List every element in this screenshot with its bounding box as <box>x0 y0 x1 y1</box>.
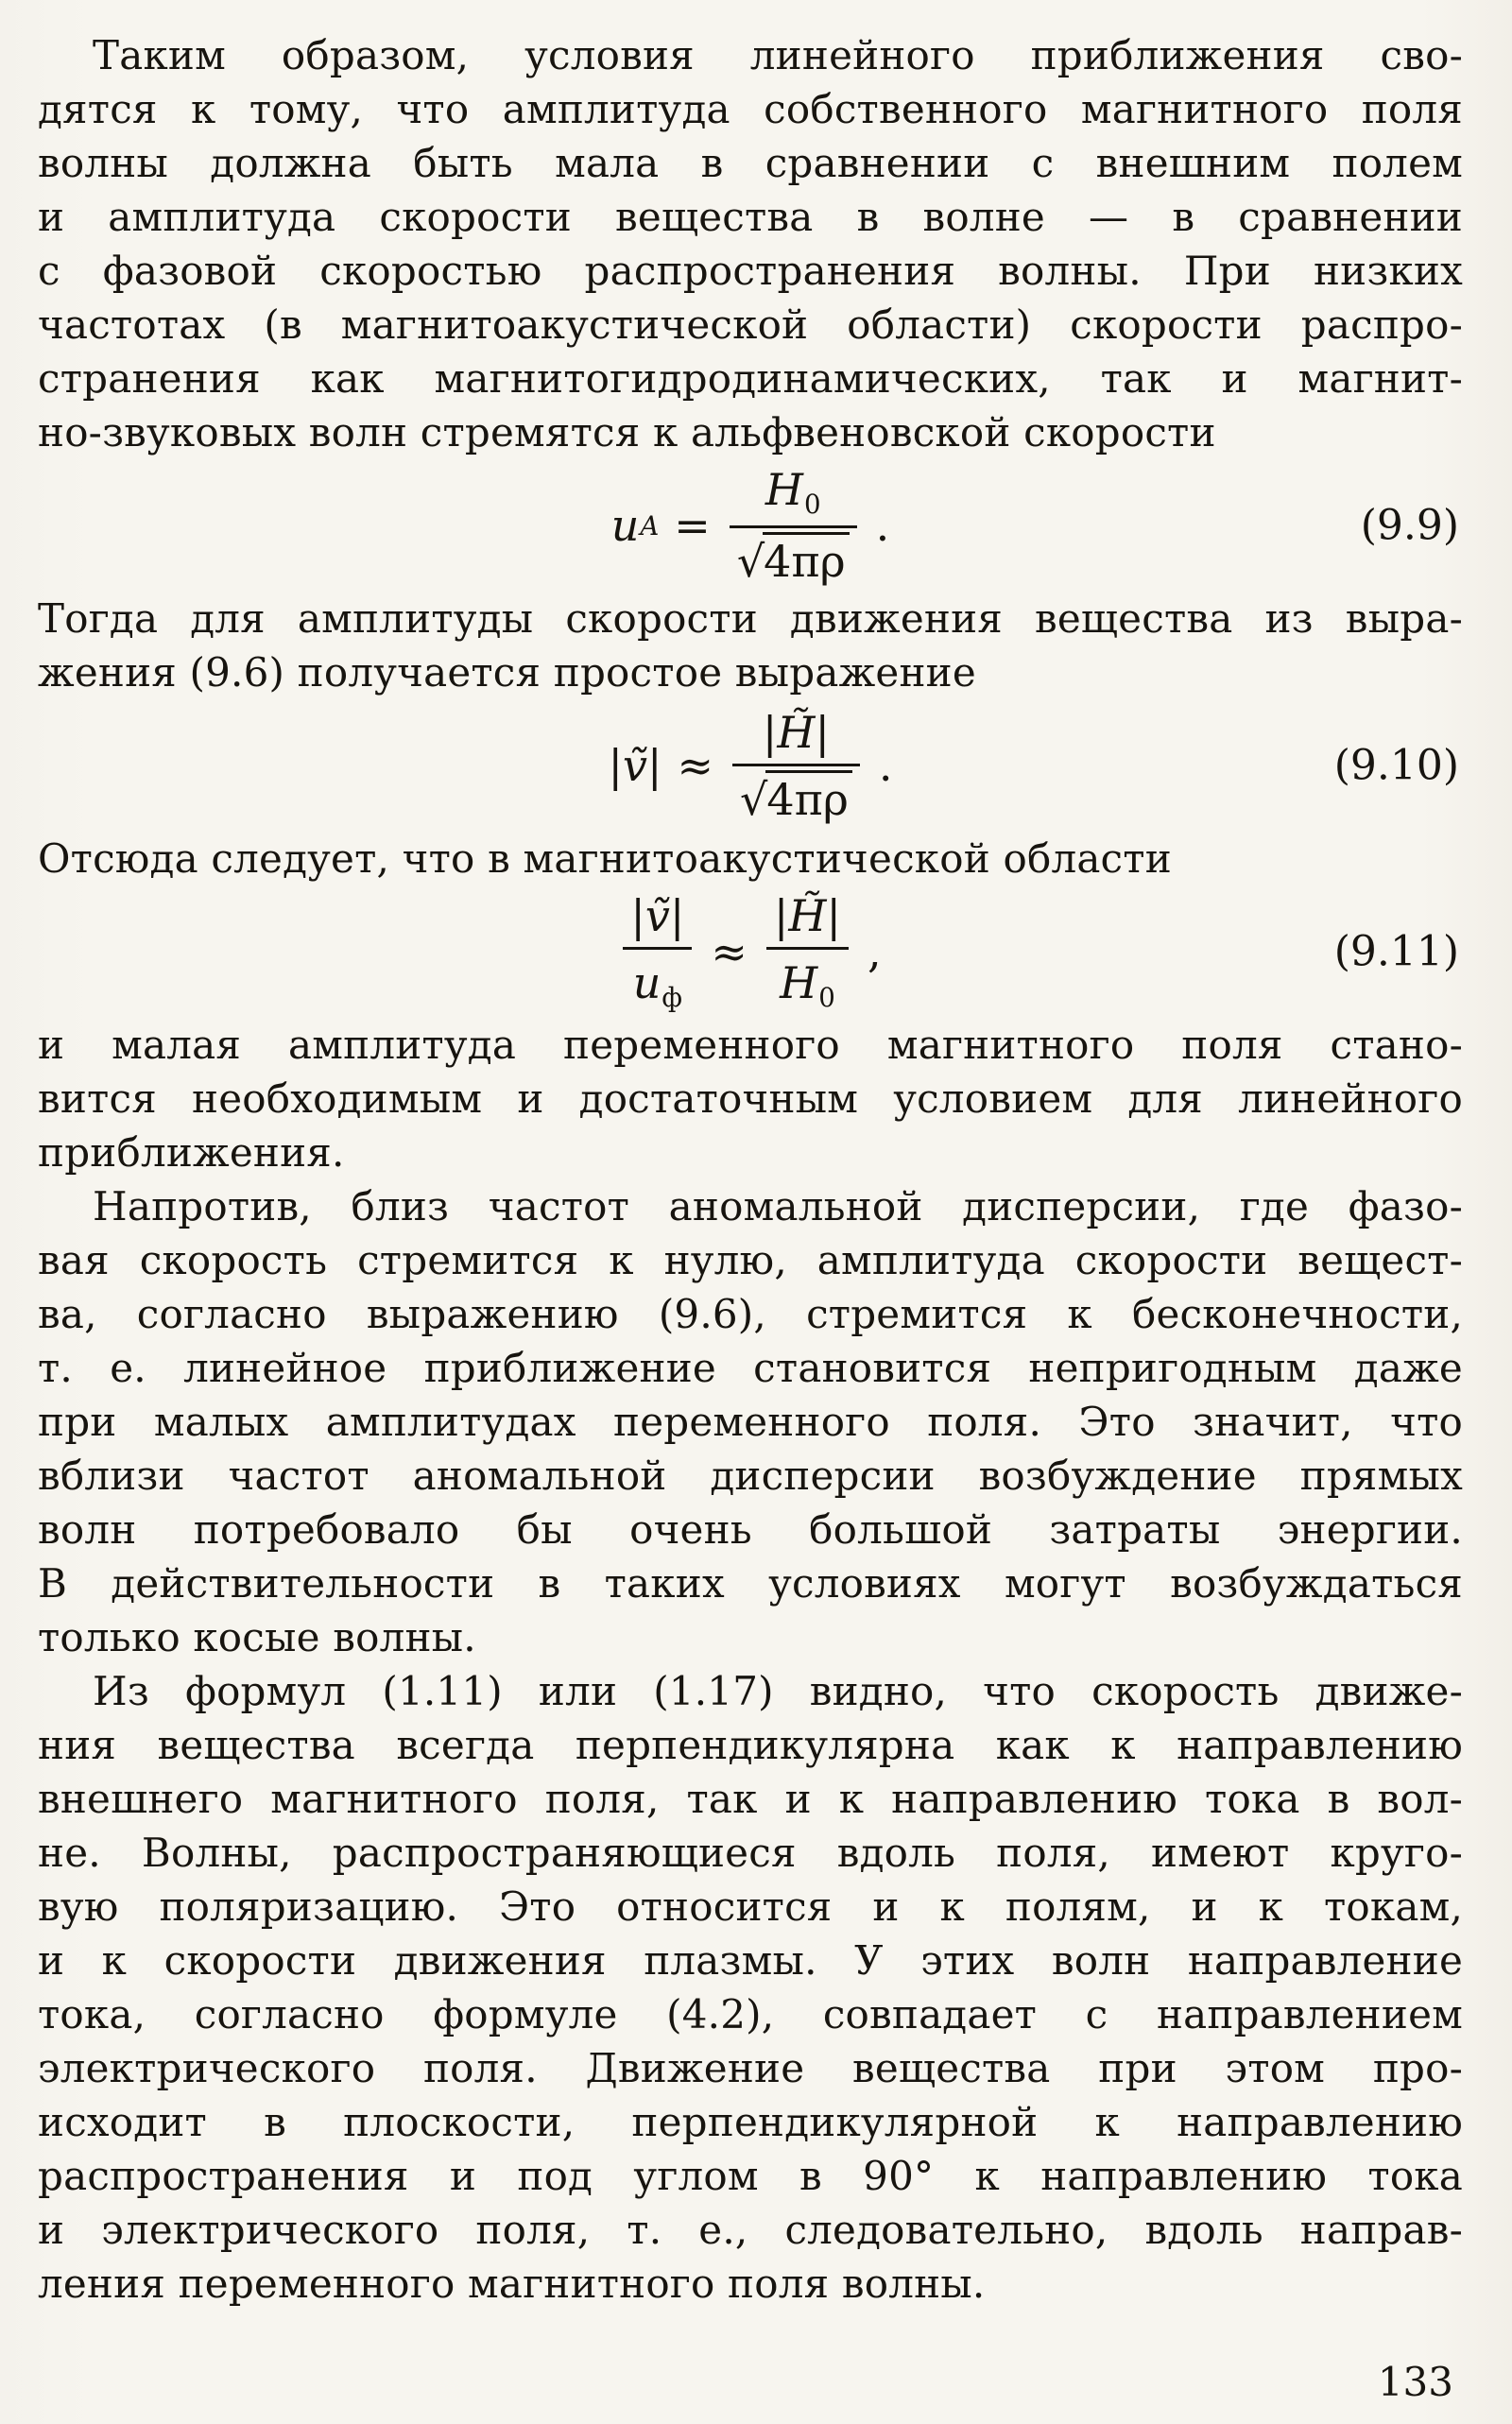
radicand: 4πρ <box>765 770 852 825</box>
equation-number: (9.10) <box>1333 741 1459 790</box>
var-H: H <box>765 463 804 515</box>
subscript-f: ф <box>662 982 682 1014</box>
var-H: H <box>780 956 818 1008</box>
text-line: Отсюда следует, что в магнитоакустической области <box>38 835 1172 882</box>
equation-body <box>608 707 892 825</box>
text-line: жения (9.6) получается простое выражение <box>38 649 976 696</box>
equation-9-11 <box>38 889 1463 1014</box>
abs-bar: | <box>815 706 831 758</box>
paragraph-6 <box>38 1664 1463 2311</box>
text-line: и малая амплитуда переменного магнитного поля стано- <box>38 1022 1463 1068</box>
text-line: волны должна быть мала в сравнении с внешним полем <box>38 140 1463 186</box>
text-line: странения как магнитогидродинамических, так и магнит- <box>38 355 1463 402</box>
fraction-left <box>623 890 692 1014</box>
var-H-tilde: H̃ <box>788 889 827 941</box>
paragraph-4 <box>38 1018 1463 1179</box>
fraction-right <box>766 890 849 1014</box>
paragraph-2 <box>38 592 1463 699</box>
var-H-tilde: H̃ <box>777 706 816 758</box>
subscript-0: 0 <box>818 982 835 1014</box>
paragraph-5 <box>38 1179 1463 1664</box>
equation-9-10 <box>38 706 1463 825</box>
equation-comma: , <box>868 926 882 977</box>
abs-bar: | <box>826 889 842 941</box>
text-line: волн потребовало бы очень большой затраты энергии. <box>38 1506 1463 1553</box>
abs-bar: | <box>608 740 623 791</box>
equation-period: . <box>878 740 893 791</box>
var-v-tilde: ṽ <box>644 889 670 941</box>
text-line: и к скорости движения плазмы. У этих волн направление <box>38 1937 1463 1984</box>
equation-body <box>611 464 890 588</box>
abs-bar: | <box>646 740 662 791</box>
equation-period: . <box>875 500 890 551</box>
square-root <box>737 536 850 587</box>
fraction-numerator <box>623 890 692 947</box>
text-line: ния вещества всегда перпендикулярна как к направлению <box>38 1722 1463 1768</box>
text-line: но-звуковых волн стремятся к альфвеновской скорости <box>38 409 1216 456</box>
text-line: вблизи частот аномальной дисперсии возбуждение прямых <box>38 1453 1463 1499</box>
text-line: вая скорость стремится к нулю, амплитуда скорости вещест- <box>38 1237 1463 1283</box>
var-v-tilde: ṽ <box>622 740 647 791</box>
text-line: исходит в плоскости, перпендикулярной к направлению <box>38 2099 1463 2145</box>
text-line: ления переменного магнитного поля волны. <box>38 2261 986 2307</box>
text-line: Таким образом, условия линейного приближения сво- <box>93 32 1463 78</box>
fraction-denominator <box>623 947 692 1014</box>
equation-number: (9.11) <box>1333 927 1459 976</box>
text-line: не. Волны, распространяющиеся вдоль поля, имеют круго- <box>38 1830 1463 1876</box>
fraction-numerator <box>766 890 849 947</box>
text-line: и электрического поля, т. е., следовательно, вдоль направ- <box>38 2207 1463 2253</box>
fraction <box>730 464 857 588</box>
radical-sign: √ <box>736 536 765 588</box>
fraction-numerator <box>730 464 857 526</box>
radical-sign: √ <box>740 773 768 825</box>
square-root <box>740 774 852 825</box>
fraction-denominator <box>766 947 849 1014</box>
abs-bar: | <box>762 706 778 758</box>
text-line: при малых амплитудах переменного поля. Это значит, что <box>38 1399 1463 1445</box>
text-line: электрического поля. Движение вещества при этом про- <box>38 2045 1463 2091</box>
text-line: вится необходимым и достаточным условием для линейного <box>38 1075 1463 1122</box>
equation-9-9 <box>38 463 1463 588</box>
page-number: 133 <box>1377 2359 1453 2405</box>
equals-sign: = <box>674 500 711 551</box>
text-line: внешнего магнитного поля, так и к направлению тока в вол- <box>38 1776 1463 1822</box>
text-line: Из формул (1.11) или (1.17) видно, что скорость движе- <box>93 1668 1463 1714</box>
paragraph-3 <box>38 832 1463 885</box>
radicand: 4πρ <box>763 532 850 587</box>
text-line: В действительности в таких условиях могут возбуждаться <box>38 1560 1463 1607</box>
fraction-numerator <box>732 707 860 764</box>
paragraph-1 <box>38 28 1463 459</box>
abs-bar: | <box>669 889 685 941</box>
text-line: и амплитуда скорости вещества в волне — в сравнении <box>38 194 1463 240</box>
text-line: распространения и под углом в 90° к направлению тока <box>38 2153 1463 2199</box>
text-line: частотах (в магнитоакустической области) скорости распро- <box>38 301 1463 348</box>
fraction-denominator <box>730 525 857 587</box>
text-line: ва, согласно выражению (9.6), стремится к бесконечности, <box>38 1291 1463 1337</box>
text-line: с фазовой скоростью распространения волны. При низких <box>38 248 1463 294</box>
text-line: вую поляризацию. Это относится и к полям, и к токам, <box>38 1883 1463 1930</box>
fraction <box>732 707 860 825</box>
fraction-denominator <box>732 764 860 825</box>
abs-bar: | <box>773 889 789 941</box>
subscript-A: A <box>640 509 660 542</box>
var-u: u <box>632 956 662 1008</box>
text-line: Тогда для амплитуды скорости движения вещества из выра- <box>38 595 1463 642</box>
subscript-0: 0 <box>804 489 821 521</box>
text-line: дятся к тому, что амплитуда собственного магнитного поля <box>38 86 1463 132</box>
equation-body <box>619 890 881 1014</box>
text-line: только косые волны. <box>38 1614 476 1660</box>
text-line: тока, согласно формуле (4.2), совпадает с направлением <box>38 1991 1463 2037</box>
var-u: u <box>610 500 640 551</box>
approx-sign: ≈ <box>677 740 714 791</box>
text-line: т. е. линейное приближение становится непригодным даже <box>38 1345 1463 1391</box>
abs-bar: | <box>630 889 645 941</box>
equation-number: (9.9) <box>1360 501 1459 550</box>
text-line: Напротив, близ частот аномальной дисперсии, где фазо- <box>93 1183 1463 1229</box>
text-line: приближения. <box>38 1129 345 1176</box>
approx-sign: ≈ <box>711 926 747 977</box>
